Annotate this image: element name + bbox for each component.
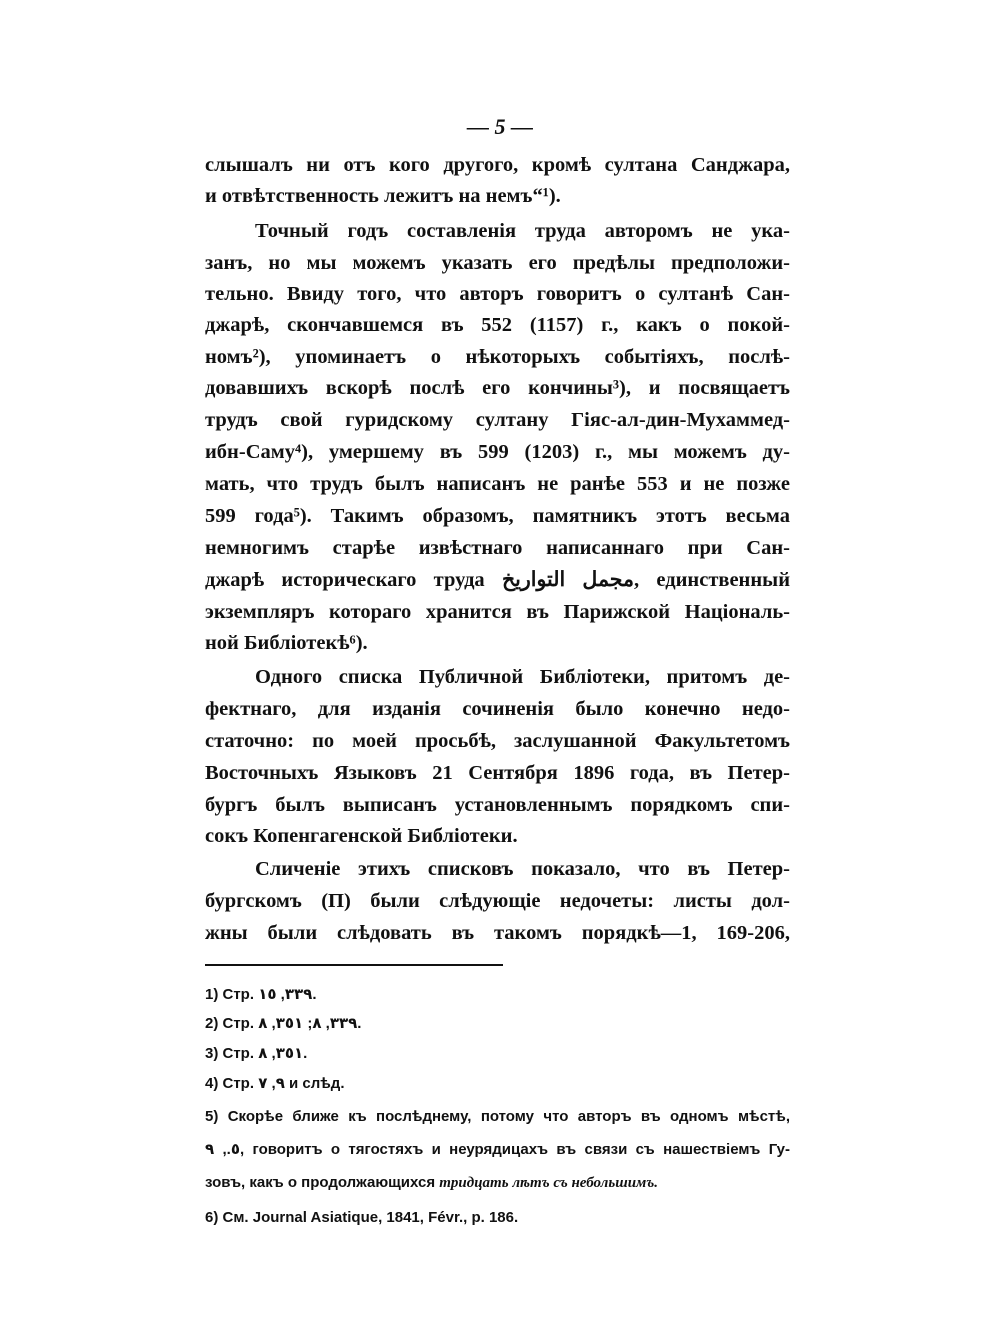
text-line: слышалъ ни отъ кого другого, кромѣ султана Санджара, <box>205 154 790 176</box>
text-line: ибн-Саму⁴), умершему въ 599 (1203) г., мы можемъ ду- <box>205 441 790 463</box>
text-line: Одного списка Публичной Библіотеки, притомъ де- <box>255 666 790 688</box>
text-line: Точный годъ составленія труда авторомъ не ука- <box>255 220 790 242</box>
text-line: Восточныхъ Языковъ 21 Сентября 1896 года, въ Петер- <box>205 762 790 784</box>
text-line: бургскомъ (П) были слѣдующіе недочеты: листы дол- <box>205 890 790 912</box>
footnote-3: 3) Стр. ٣٥١, ٨. <box>205 1045 308 1062</box>
text-line: 599 года⁵). Такимъ образомъ, памятникъ этотъ весьма <box>205 505 790 527</box>
text-line: жны были слѣдовать въ такомъ порядкѣ—1, 169-206, <box>205 922 790 944</box>
text-line: довавшихъ вскорѣ послѣ его кончины³), и посвящаетъ <box>205 377 790 399</box>
footnote-5-end <box>205 1173 790 1193</box>
text-line: сокъ Копенгагенской Библіотеки. <box>205 825 518 847</box>
text-line: статочно: по моей просьбѣ, заслушанной Факультетомъ <box>205 730 790 752</box>
text-line: тельно. Ввиду того, что авторъ говоритъ о султанѣ Сан- <box>205 283 790 305</box>
text-line: занъ, но мы можемъ указать его предѣлы предположи- <box>205 252 790 274</box>
footnote-5-text: зовъ, какъ о продолжающихся <box>205 1174 436 1191</box>
footnote-6: 6) См. Journal Asiatique, 1841, Févr., p. 186. <box>205 1209 519 1226</box>
text-line: и отвѣтственность лежитъ на немъ“¹). <box>205 185 561 207</box>
text-line: ной Библіотекѣ⁶). <box>205 632 368 654</box>
text-line: бургъ былъ выписанъ установленнымъ порядкомъ спи- <box>205 794 790 816</box>
footnote-2: 2) Стр. ٣٣٩, ٨; ٣٥١, ٨. <box>205 1015 362 1032</box>
text-line: Сличеніе этихъ списковъ показало, что въ Петер- <box>255 858 790 880</box>
text-line: экземпляръ котораго хранится въ Парижской Національ- <box>205 601 790 623</box>
footnote-5-italic: тридцать лѣтъ съ небольшимъ. <box>439 1175 658 1191</box>
text-line: трудъ свой гуридскому султану Гіяс-ал-дин-Мухаммед- <box>205 409 790 431</box>
footnote-4: 4) Стр. ٩, ٧ и слѣд. <box>205 1075 345 1092</box>
footnote-5-cont: ٥., ٩, говоритъ о тягостяхъ и неурядицахъ въ связи съ нашествіемъ Гу- <box>205 1141 790 1158</box>
text-line: мать, что трудъ былъ написанъ не ранѣе 553 и не позже <box>205 473 790 495</box>
footnote-divider <box>205 964 503 966</box>
text-line: джарѣ историческаго труда مجمل التواريخ, единственный <box>205 569 791 591</box>
footnote-1: 1) Стр. ٣٣٩, ١٥. <box>205 986 317 1003</box>
text-line: немногимъ старѣе извѣстнаго написаннаго при Сан- <box>205 537 790 559</box>
footnote-5: 5) Скорѣе ближе къ послѣднему, потому что авторъ въ одномъ мѣстѣ, <box>205 1108 790 1125</box>
text-line: номъ²), упоминаетъ о нѣкоторыхъ событіяхъ, послѣ- <box>205 346 790 368</box>
page-number: — 5 — <box>467 114 533 139</box>
text-line: джарѣ, скончавшемся въ 552 (1157) г., какъ о покой- <box>205 314 790 336</box>
text-line: фектнаго, для изданія сочиненія было конечно недо- <box>205 698 790 720</box>
